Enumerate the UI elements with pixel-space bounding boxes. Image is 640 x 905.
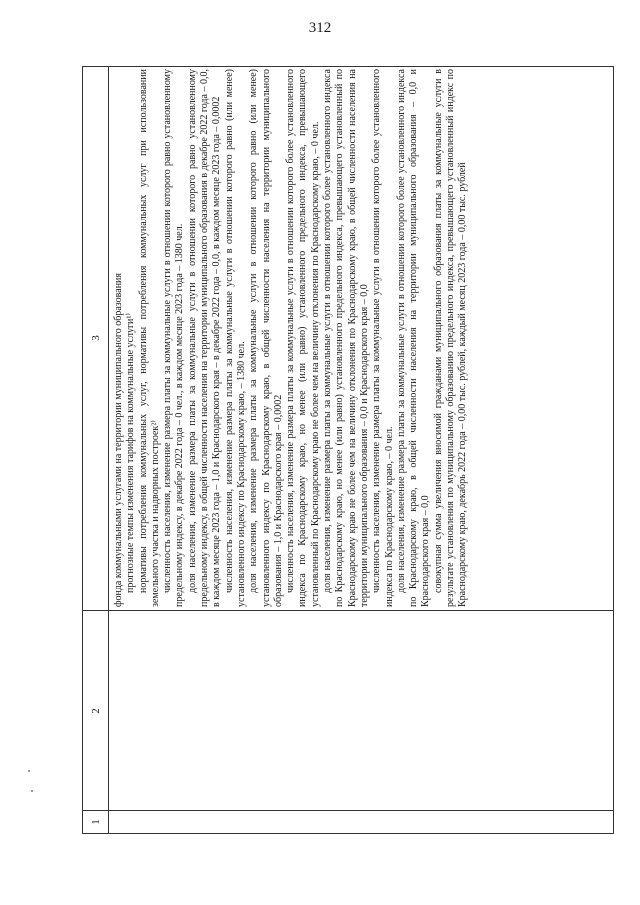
scan-speck xyxy=(31,790,33,792)
table-paragraph: прогнозные темпы изменения тарифов на коммунальные услуги¹⁾ xyxy=(125,313,137,593)
table-paragraph: нормативы потребления коммунальных услуг, нормативы потребления коммунальных услуг при использовании земельного участка и надворных построек²⁾ xyxy=(137,69,161,607)
rotated-table-wrapper xyxy=(82,66,614,834)
column-divider xyxy=(83,810,613,811)
table-paragraph: доля населения, изменение размера платы за коммунальные услуги в отношении которого более установленного индекса по Краснодарскому краю, в общей численности населения на территории муниципального образования – 0,0 и Краснодарского края – 0,0 xyxy=(395,69,432,607)
header-cell-1: 1 xyxy=(90,819,102,825)
header-cell-3: 3 xyxy=(90,335,102,341)
table-header-row xyxy=(83,67,109,833)
table-paragraph: доля населения, изменение размера платы за коммунальные услуги в отношении которого более установленного индекса по Краснодарскому краю, но менее (или равно) установленного предельного индекса, превышающего установленный по Краснодарскому краю не более чем на величину отклонения по Краснодарскому краю, в общей численности населения на территории муниципального образования – 0,0 и Краснодарского края – 0,0 xyxy=(322,69,370,607)
table-paragraph: численность населения, изменение размера платы за коммунальные услуги в отношении которого более установленного индекса по Краснодарскому краю, – 0 чел. xyxy=(371,69,395,607)
table-paragraph: доля населения, изменение размера платы за коммунальные услуги в отношении которого равно (или менее) установленного индексу по Краснодарскому краю, в общей численности населения на территории муниципального образования – 1,0 и Краснодарского края – 0,0002 xyxy=(248,69,284,607)
table-paragraph: численность населения, изменение размера платы за коммунальные услуги в отношении которого более установленного индекса по Краснодарскому краю, но менее (или равно) установленного предельного индекса, превышающего установленный по Краснодарскому краю не более чем на величину отклонения по Краснодарскому краю, – 0 чел. xyxy=(285,69,321,607)
column-3-text xyxy=(113,69,611,607)
table-paragraph: фонда коммунальными услугами на территории муниципального образования xyxy=(113,272,124,607)
table-paragraph: численность населения, изменение размера платы за коммунальные услуги в отношении которого равно установленному предельному индексу, в декабре 2022 года – 0 чел., в каждом месяце 2023 года – 1380 чел. xyxy=(162,69,186,607)
data-table xyxy=(82,66,614,834)
table-paragraph: совокупная сумма увеличения вносимой гражданами муниципального образования платы за коммунальные услуги в результате установления по муниципальному образованию предельного индекса, превышающего установленный индекс по Краснодарскому краю, декабрь 2022 года – 0,00 тыс. рублей, каждый месяц 2023 года – 0,00 тыс. рублей xyxy=(432,69,469,607)
column-divider xyxy=(83,610,613,611)
header-cell-2: 2 xyxy=(90,708,102,714)
page-number: 312 xyxy=(308,20,332,36)
table-paragraph: доля населения, изменение размера платы за коммунальные услуги в отношении которого равно установленному предельному индексу, в общей численности населения на территории муниципального образования в декабре 2022 года – 0,0, в каждом месяце 2023 года – 1,0 и Краснодарского края – в декабре 2022 года – 0,0, в каждом месяце 2023 года – 0,0002 xyxy=(186,69,223,607)
scan-speck xyxy=(28,770,30,772)
table-paragraph: численность населения, изменение размера платы за коммунальные услуги в отношении которого равно (или менее) установленного индексу по Краснодарскому краю, – 1380 чел. xyxy=(223,69,247,607)
